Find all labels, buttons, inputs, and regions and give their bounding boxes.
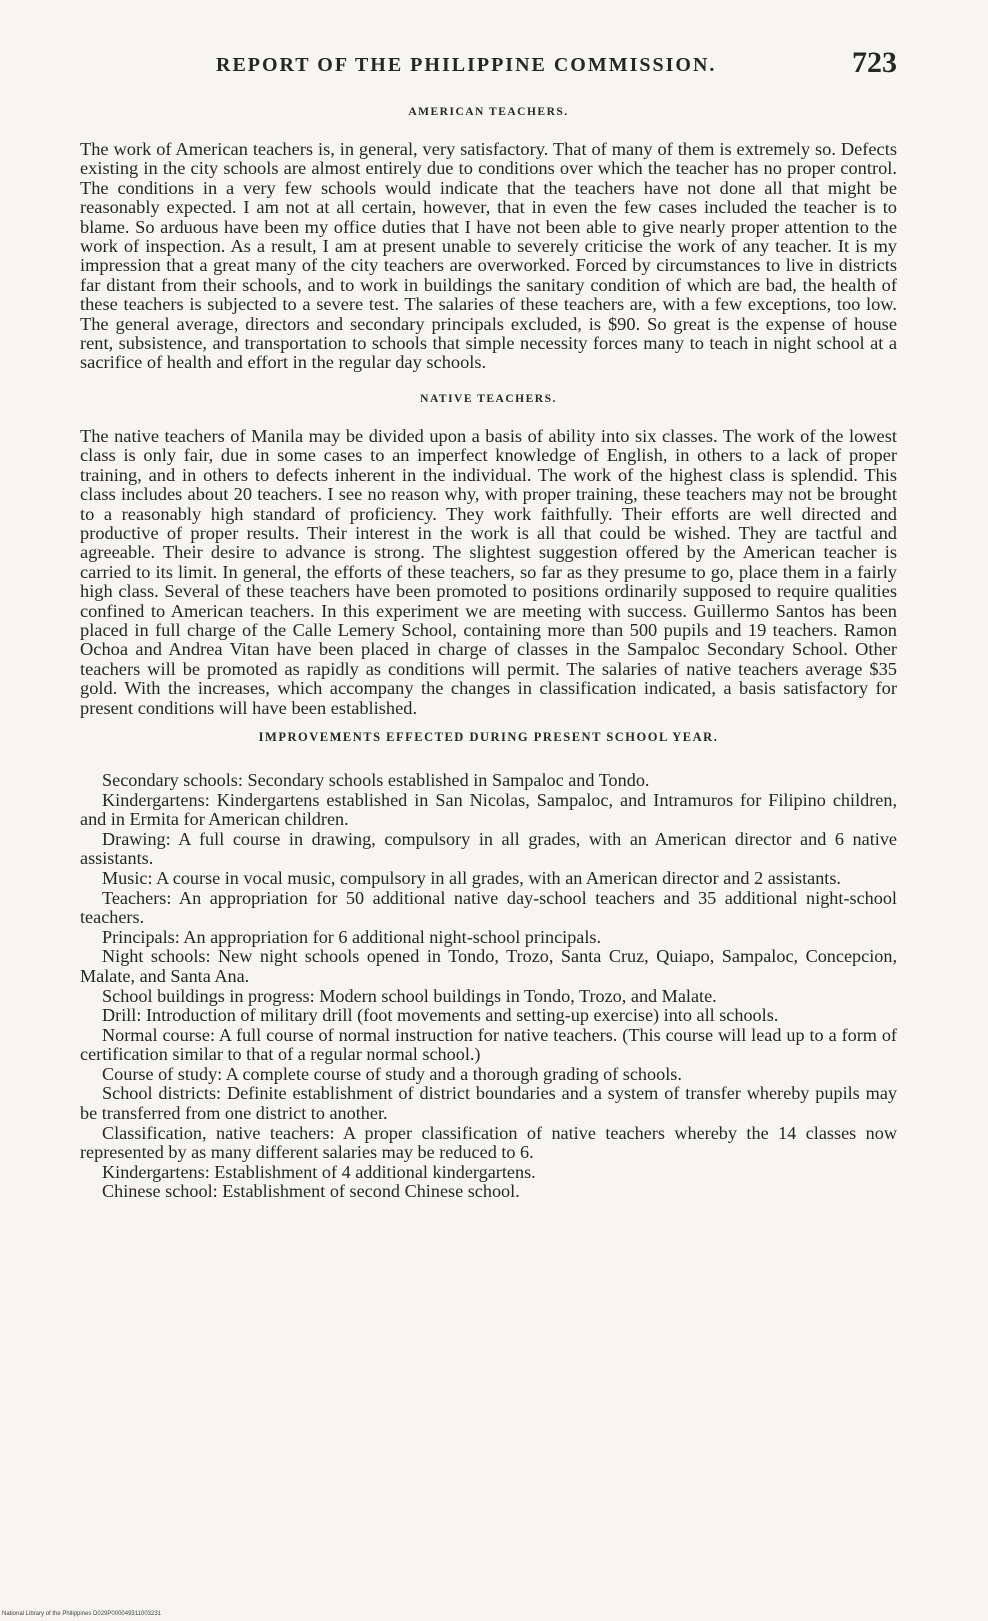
running-title: REPORT OF THE PHILIPPINE COMMISSION. xyxy=(216,54,717,76)
list-item: Drill: Introduction of military drill (foot movements and setting-up exercise) into all schools. xyxy=(102,1005,779,1026)
list-item: Chinese school: Establishment of second Chinese school. xyxy=(102,1181,520,1202)
section-heading-native-teachers: NATIVE TEACHERS. xyxy=(420,392,557,405)
page-header xyxy=(80,46,897,86)
list-item: Teachers: An appropriation for 50 additional native day-school teachers and 35 additional night-school teachers. xyxy=(80,887,897,928)
list-item: Night schools: New night schools opened in Tondo, Trozo, Santa Cruz, Quiapo, Sampaloc, Concepcion, Malate, and Santa Ana. xyxy=(80,946,897,986)
page-number: 723 xyxy=(852,46,897,79)
section-heading-american-teachers: AMERICAN TEACHERS. xyxy=(408,106,569,118)
list-item: School districts: Definite establishment of district boundaries and a system of transfer whereby pupils may be transferred from one district to another. xyxy=(80,1083,897,1124)
improvements-list xyxy=(80,771,897,1202)
list-item: Kindergartens: Establishment of 4 additional kindergartens. xyxy=(102,1161,536,1182)
list-item: Course of study: A complete course of study and a thorough grading of schools. xyxy=(102,1063,682,1084)
paragraph-native-teachers: The native teachers of Manila may be divided upon a basis of ability into six classes. The work of the lowest class is only fair, due in some cases to an imperfect knowledge of English, in others to a lack of proper training, and in others to defects inherent in the individual. The work of the highest class is splendid. This class includes about 20 teachers. I see no reason why, with proper training, these teachers may not be brought to a reasonably high standard of proficiency. They work faithfully. Their efforts are well directed and productive of proper results. Their interest in the work is all that could be wished. They are tactful and agreeable. Their desire to advance is strong. The slightest suggestion offered by the American teacher is carried to its limit. In general, the efforts of these teachers, so far as they presume to go, place them in a fairly high class. Several of these teachers have been promoted to positions ordinarily supposed to require qualities confined to American teachers. In this experiment we are meeting with success. Guillermo Santos has been placed in full charge of the Calle Lemery School, containing more than 500 pupils and 19 teachers. Ramon Ochoa and Andrea Vitan have been placed in charge of classes in the Sampaloc Secondary School. Other teachers will be promoted as rapidly as conditions will permit. The salaries of native teachers average $35 gold. With the increases, which accompany the changes in classification indicated, a basis satisfactory for present conditions will have been established. xyxy=(80,425,897,718)
document-page xyxy=(80,46,897,1202)
list-item: School buildings in progress: Modern school buildings in Tondo, Trozo, and Malate. xyxy=(102,985,717,1006)
section-heading-improvements: IMPROVEMENTS EFFECTED DURING PRESENT SCHOOL YEAR. xyxy=(258,729,719,744)
list-item: Classification, native teachers: A proper classification of native teachers whereby the 14 classes now represented by as many different salaries may be reduced to 6. xyxy=(80,1122,897,1163)
list-item: Music: A course in vocal music, compulsory in all grades, with an American director and 2 assistants. xyxy=(102,867,841,888)
list-item: Drawing: A full course in drawing, compulsory in all grades, with an American director and 6 native assistants. xyxy=(80,828,897,869)
list-item: Normal course: A full course of normal instruction for native teachers. (This course will lead up to a form of certification similar to that of a regular normal school.) xyxy=(80,1024,897,1065)
list-item: Kindergartens: Kindergartens established in San Nicolas, Sampaloc, and Intramuros for Filipino children, and in Ermita for American children. xyxy=(80,789,897,830)
list-item: Secondary schools: Secondary schools established in Sampaloc and Tondo. xyxy=(102,769,650,790)
paragraph-american-teachers: The work of American teachers is, in general, very satisfactory. That of many of them is extremely so. Defects existing in the city schools are almost entirely due to conditions over which the teacher has no proper control. The conditions in a very few schools would indicate that the teachers have not done all that might be reasonably expected. I am not at all certain, however, that in even the few cases included the teacher is to blame. So arduous have been my office duties that I have not been able to give nearly proper attention to the work of inspection. As a result, I am at present unable to severely criticise the work of any teacher. It is my impression that a great many of the city teachers are overworked. Forced by circumstances to live in districts far distant from their schools, and to work in buildings the sanitary condition of which are bad, the health of these teachers is subjected to a severe test. The salaries of these teachers are, with a few exceptions, too low. The general average, directors and secondary principals excluded, is $90. So great is the expense of house rent, subsistence, and transportation to schools that simple necessity forces many to teach in night school at a sacrifice of health and effort in the regular day schools. xyxy=(80,139,897,373)
list-item: Principals: An appropriation for 6 additional night-school principals. xyxy=(102,926,602,947)
scan-footer: National Library of the Philippines D029P000049311003231 xyxy=(2,1611,162,1617)
